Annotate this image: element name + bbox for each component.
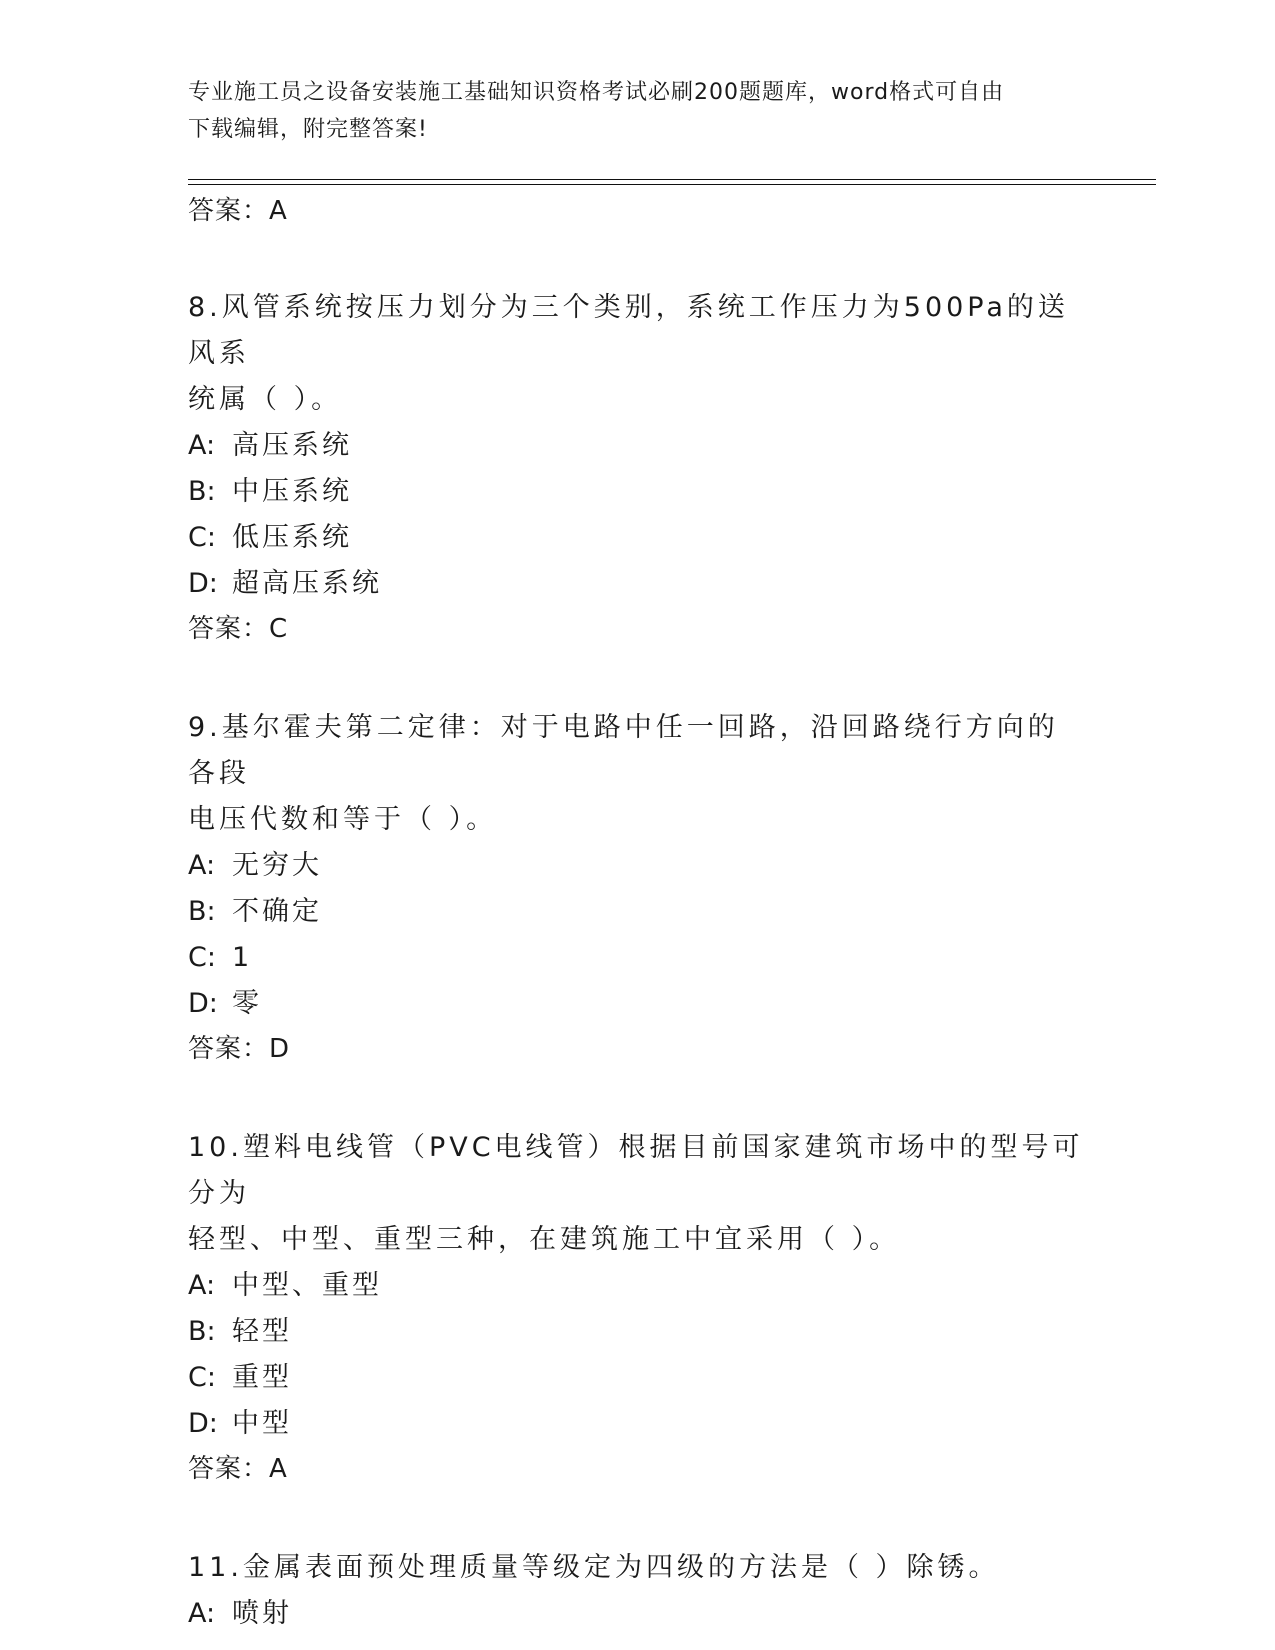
option-letter: B: xyxy=(188,1316,216,1347)
option-c xyxy=(188,1355,1088,1401)
option-d xyxy=(188,981,1088,1027)
option-text: 喷射 xyxy=(232,1598,292,1629)
option-letter: D: xyxy=(188,988,218,1019)
header-line-1: 专业施工员之设备安装施工基础知识资格考试必刷200题题库，word格式可自由 xyxy=(188,80,1005,105)
option-letter: D: xyxy=(188,1408,218,1439)
option-letter: C: xyxy=(188,942,216,973)
previous-answer: 答案：A xyxy=(188,196,288,226)
option-letter: C: xyxy=(188,522,216,553)
question-line-2: 统属（ ）。 xyxy=(188,384,343,415)
option-d xyxy=(188,561,1088,607)
question-block-10 xyxy=(188,1125,1088,1491)
question-text xyxy=(188,705,1088,843)
option-c xyxy=(188,515,1088,561)
question-line-1: 8.风管系统按压力划分为三个类别，系统工作压力为500Pa的送风系 xyxy=(188,292,1069,369)
question-block-11 xyxy=(188,1545,1088,1637)
option-text: 不确定 xyxy=(232,896,322,927)
option-a xyxy=(188,843,1088,889)
question-line-2: 轻型、中型、重型三种，在建筑施工中宜采用（ ）。 xyxy=(188,1224,901,1255)
option-letter: C: xyxy=(188,1362,216,1393)
option-a xyxy=(188,1263,1088,1309)
option-a xyxy=(188,1591,1088,1637)
option-text: 无穷大 xyxy=(232,850,322,881)
option-letter: A: xyxy=(188,430,216,461)
option-text: 零 xyxy=(232,988,262,1019)
option-b xyxy=(188,889,1088,935)
answer: 答案：D xyxy=(188,1034,291,1064)
option-letter: B: xyxy=(188,896,216,927)
spacer xyxy=(188,229,1088,285)
option-text: 重型 xyxy=(232,1362,292,1393)
option-letter: A: xyxy=(188,850,216,881)
question-text xyxy=(188,285,1088,423)
question-line-1: 11.金属表面预处理质量等级定为四级的方法是（ ）除锈。 xyxy=(188,1552,1000,1583)
option-letter: A: xyxy=(188,1270,216,1301)
option-text: 超高压系统 xyxy=(232,568,382,599)
option-text: 中型 xyxy=(232,1408,292,1439)
question-block-9 xyxy=(188,705,1088,1071)
document-body xyxy=(188,193,1088,1637)
option-letter: A: xyxy=(188,1598,216,1629)
option-letter: B: xyxy=(188,476,216,507)
option-text: 高压系统 xyxy=(232,430,352,461)
header-line-2: 下载编辑，附完整答案! xyxy=(188,117,428,142)
option-c xyxy=(188,935,1088,981)
option-b xyxy=(188,469,1088,515)
document-header xyxy=(188,74,1068,148)
question-line-1: 10.塑料电线管（PVC电线管）根据目前国家建筑市场中的型号可分为 xyxy=(188,1132,1084,1209)
header-divider-bottom xyxy=(188,184,1156,185)
option-text: 1 xyxy=(232,942,253,973)
question-line-1: 9.基尔霍夫第二定律：对于电路中任一回路，沿回路绕行方向的各段 xyxy=(188,712,1059,789)
option-d xyxy=(188,1401,1088,1447)
option-b xyxy=(188,1309,1088,1355)
option-text: 低压系统 xyxy=(232,522,352,553)
question-line-2: 电压代数和等于（ ）。 xyxy=(188,804,498,835)
question-text xyxy=(188,1545,1088,1591)
option-a xyxy=(188,423,1088,469)
option-text: 轻型 xyxy=(232,1316,292,1347)
option-text: 中压系统 xyxy=(232,476,352,507)
answer: 答案：A xyxy=(188,1454,288,1484)
answer: 答案：C xyxy=(188,614,289,644)
header-divider-top xyxy=(188,179,1156,180)
option-text: 中型、重型 xyxy=(232,1270,382,1301)
option-letter: D: xyxy=(188,568,218,599)
question-text xyxy=(188,1125,1088,1263)
question-block-8 xyxy=(188,285,1088,651)
